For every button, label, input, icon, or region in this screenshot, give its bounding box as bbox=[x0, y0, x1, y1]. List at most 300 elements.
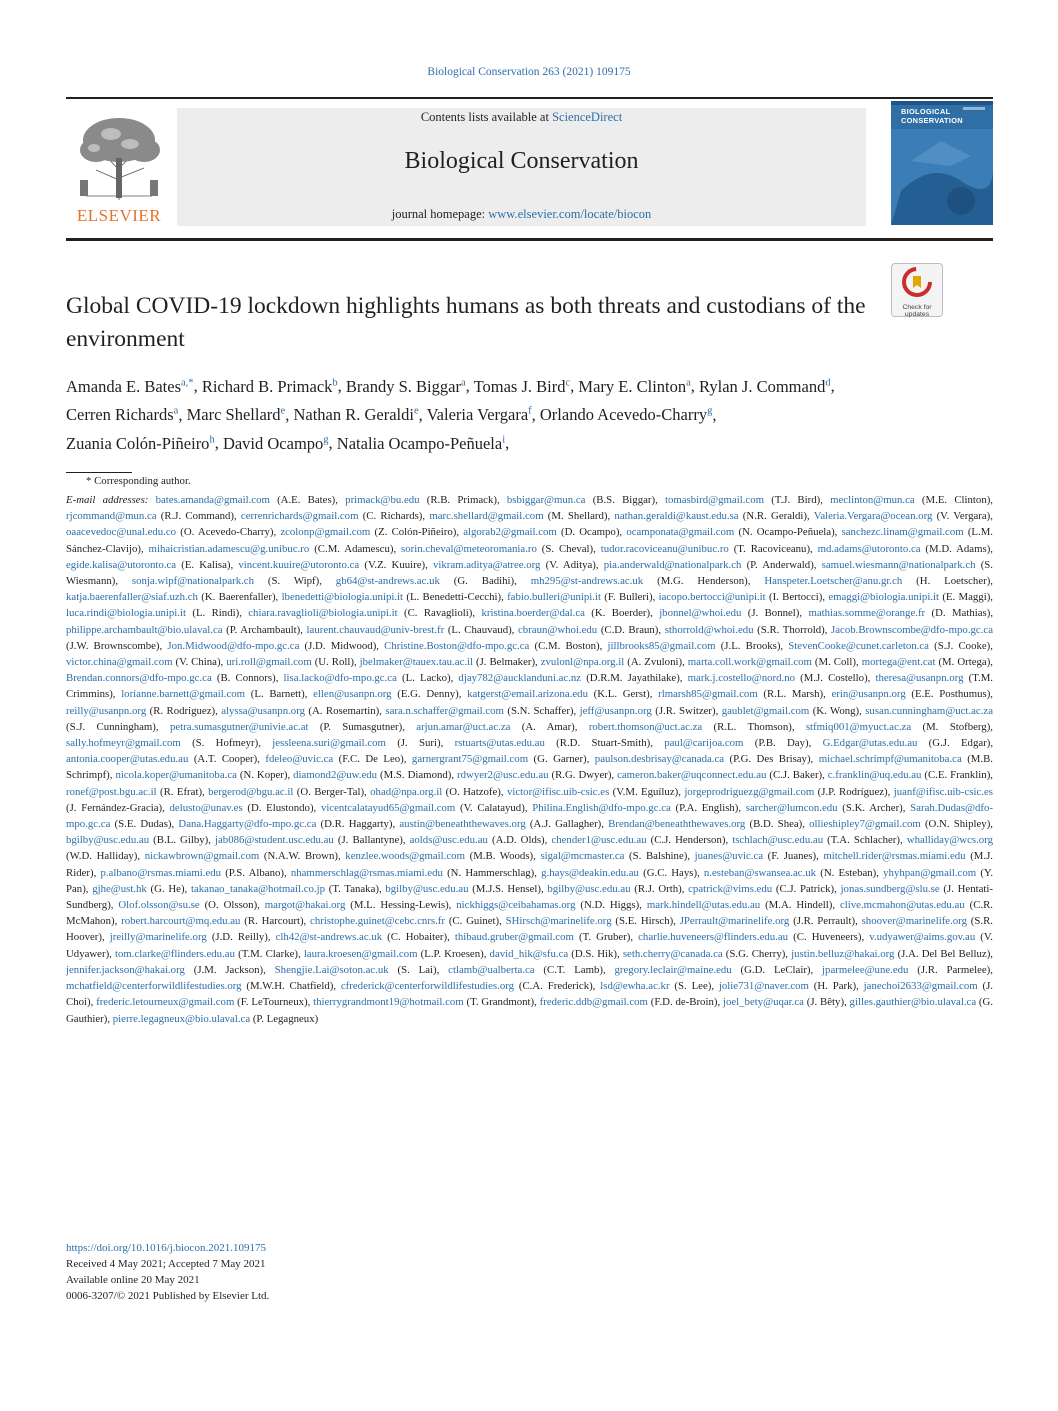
email-link[interactable]: sonja.wipf@nationalpark.ch bbox=[131, 575, 254, 588]
email-link[interactable]: jolie731@naver.com bbox=[718, 980, 809, 993]
email-owner: (L. Benedetti-Cecchi), bbox=[403, 591, 508, 604]
affiliation-marker[interactable]: a bbox=[173, 405, 179, 417]
email-owner: (R.J. Command), bbox=[156, 510, 241, 523]
author-name[interactable] bbox=[293, 405, 418, 424]
email-owner: (F.C. De Leo), bbox=[333, 753, 412, 766]
email-link[interactable]: Brendan@beneaththewaves.org bbox=[608, 818, 746, 831]
author-name-text: Tomas J. Bird bbox=[473, 376, 566, 396]
email-link[interactable]: seth.cherry@canada.ca bbox=[622, 947, 723, 960]
email-owner: (J. Suri), bbox=[385, 737, 455, 750]
email-link[interactable]: arjun.amar@uct.ac.za bbox=[416, 720, 511, 733]
author-name[interactable] bbox=[202, 377, 338, 396]
email-link[interactable]: philippe.archambault@bio.ulaval.ca bbox=[66, 623, 223, 636]
email-link[interactable]: margot@hakai.org bbox=[264, 899, 346, 912]
email-owner: (J.R. Switzer), bbox=[651, 704, 722, 717]
email-owner: (S. Lee), bbox=[669, 980, 719, 993]
email-link[interactable]: ronef@post.bgu.ac.il bbox=[66, 785, 157, 798]
email-link[interactable]: david_hik@sfu.ca bbox=[489, 947, 569, 960]
email-link[interactable]: Dana.Haggarty@dfo-mpo.gc.ca bbox=[178, 818, 317, 831]
author-name[interactable] bbox=[578, 377, 690, 396]
email-owner: (J.D. Reilly), bbox=[206, 931, 276, 944]
email-link[interactable]: Sarah.Dudas@dfo-mpo.gc.ca bbox=[66, 801, 993, 831]
email-link[interactable]: djay782@aucklanduni.ac.nz bbox=[458, 672, 582, 685]
email-link[interactable]: rdwyer2@usc.edu.au bbox=[457, 769, 549, 782]
email-owner: (S. Balshine), bbox=[624, 850, 695, 863]
email-owner: (V. Calatayud), bbox=[455, 801, 533, 814]
email-link[interactable]: chiara.ravaglioli@biologia.unipi.it bbox=[248, 607, 398, 620]
email-link[interactable]: fabio.bulleri@unipi.it bbox=[507, 591, 601, 604]
email-owner: (R. Efrat), bbox=[156, 785, 209, 798]
email-link[interactable]: alyssa@usanpn.org bbox=[221, 704, 306, 717]
email-link[interactable]: lsd@ewha.ac.kr bbox=[600, 980, 670, 993]
email-link[interactable]: Jon.Midwood@dfo-mpo.gc.ca bbox=[167, 639, 300, 652]
email-link[interactable]: JPerrault@marinelife.org bbox=[679, 915, 790, 928]
email-link[interactable]: michael.schrimpf@umanitoba.ca bbox=[818, 753, 962, 766]
email-link[interactable]: tschlach@usc.edu.au bbox=[732, 834, 824, 847]
email-link[interactable]: c.franklin@uq.edu.au bbox=[827, 769, 922, 782]
email-link[interactable]: paulson.desbrisay@canada.ca bbox=[594, 753, 725, 766]
contents-line: Contents lists available at ScienceDirect bbox=[420, 110, 623, 124]
email-link[interactable]: tudor.racoviceanu@unibuc.ro bbox=[600, 542, 729, 555]
email-owner: (M.W.H. Chatfield), bbox=[241, 980, 341, 993]
email-link[interactable]: gaublet@gmail.com bbox=[721, 704, 810, 717]
journal-cover[interactable] bbox=[891, 101, 993, 225]
email-link[interactable]: tom.clarke@flinders.edu.au bbox=[115, 947, 235, 960]
author-name[interactable] bbox=[223, 434, 329, 453]
email-owner: (Y. Pan), bbox=[66, 866, 994, 895]
email-link[interactable]: jbelmaker@tauex.tau.ac.il bbox=[359, 656, 474, 669]
email-link[interactable]: mathias.somme@orange.fr bbox=[808, 607, 926, 620]
email-owner: (P. Anderwald), bbox=[741, 558, 822, 571]
email-link[interactable]: juanf@ifisc.uib-csic.es bbox=[893, 785, 994, 798]
affiliation-marker[interactable]: e bbox=[413, 405, 419, 417]
email-owner: (J.R. Perrault), bbox=[789, 915, 862, 928]
email-link[interactable]: ohad@npa.org.il bbox=[370, 785, 443, 798]
email-owner: (C.M. Adamescu), bbox=[309, 542, 402, 555]
email-link[interactable]: paul@carijoa.com bbox=[664, 737, 744, 750]
email-owner: (V. Udyawer), bbox=[66, 931, 993, 960]
email-owner: (J.M. Jackson), bbox=[184, 963, 275, 976]
email-link[interactable]: jessleena.suri@gmail.com bbox=[272, 737, 386, 750]
email-link[interactable]: chender1@usc.edu.au bbox=[551, 834, 647, 847]
email-link[interactable]: ollieshipley7@gmail.com bbox=[809, 818, 921, 831]
email-link[interactable]: md.adams@utoronto.ca bbox=[817, 542, 921, 555]
email-owner: (P.S. Albano), bbox=[221, 866, 291, 879]
email-link[interactable]: kristina.boerder@dal.ca bbox=[481, 607, 585, 620]
email-link[interactable]: jbonnel@whoi.edu bbox=[659, 607, 742, 620]
email-link[interactable]: iacopo.bertocci@unipi.it bbox=[658, 591, 766, 604]
email-link[interactable]: juanes@uvic.ca bbox=[694, 850, 764, 863]
email-link[interactable]: katja.baerenfaller@siaf.uzh.ch bbox=[66, 591, 198, 604]
email-link[interactable]: susan.cunningham@uct.ac.za bbox=[865, 704, 993, 717]
article-meta bbox=[66, 1240, 666, 1304]
email-owner: (M.B. Schrimpf), bbox=[66, 753, 993, 782]
author-name[interactable] bbox=[66, 434, 215, 453]
email-link[interactable]: lisa.lacko@dfo-mpo.gc.ca bbox=[283, 672, 397, 685]
email-owner: (R.L. Marsh), bbox=[757, 688, 832, 701]
journal-banner bbox=[177, 108, 866, 226]
author-name[interactable] bbox=[474, 377, 571, 396]
affiliation-marker[interactable]: i bbox=[502, 434, 506, 445]
email-owner: (A.E. Bates), bbox=[269, 494, 346, 506]
email-link[interactable]: luca.rindi@biologia.unipi.it bbox=[66, 607, 186, 620]
received-line: Received 4 May 2021; Accepted 7 May 2021 bbox=[66, 1258, 266, 1270]
email-link[interactable]: Shengjie.Lai@soton.ac.uk bbox=[274, 963, 389, 976]
email-owner: (T.M. Clarke), bbox=[234, 947, 304, 960]
check-updates-icon bbox=[902, 267, 932, 297]
email-link[interactable]: nhammerschlag@rsmas.miami.edu bbox=[290, 866, 443, 879]
affiliation-marker[interactable]: b bbox=[332, 377, 338, 388]
email-link[interactable]: katgerst@email.arizona.edu bbox=[467, 688, 588, 701]
email-link[interactable]: reilly@usanpn.org bbox=[66, 704, 147, 717]
email-link[interactable]: nathan.geraldi@kaust.edu.sa bbox=[614, 510, 739, 523]
affiliation-marker[interactable]: a bbox=[460, 377, 466, 388]
email-link[interactable]: mortega@ent.cat bbox=[861, 656, 936, 669]
email-link[interactable]: p.albano@rsmas.miami.edu bbox=[100, 866, 222, 879]
email-link[interactable]: cpatrick@vims.edu bbox=[688, 882, 773, 895]
email-link[interactable]: ocamponata@gmail.com bbox=[626, 526, 735, 539]
email-owner: (V. China), bbox=[172, 656, 227, 669]
email-addresses bbox=[66, 492, 993, 1027]
email-owner: (J. Bonnel), bbox=[741, 607, 809, 620]
email-owner: (Z. Colón-Piñeiro), bbox=[370, 526, 464, 539]
email-link[interactable]: Olof.olsson@su.se bbox=[118, 899, 200, 912]
email-owner: (C.J. Patrick), bbox=[772, 882, 841, 895]
email-owner: (N. Ocampo-Peñuela), bbox=[734, 526, 842, 539]
email-owner: (M.B. Woods), bbox=[464, 850, 541, 863]
email-link[interactable]: bsbiggar@mun.ca bbox=[506, 494, 586, 506]
email-link[interactable]: austin@beneaththewaves.org bbox=[399, 818, 526, 831]
email-link[interactable]: Brendan.connors@dfo-mpo.gc.ca bbox=[66, 672, 212, 685]
email-owner: (T. Grandmont), bbox=[463, 996, 540, 1009]
email-link[interactable]: bgilby@usc.edu.au bbox=[66, 834, 150, 847]
email-link[interactable]: algorab2@gmail.com bbox=[463, 526, 557, 539]
email-link[interactable]: meclinton@mun.ca bbox=[830, 494, 915, 506]
email-owner: (J.L. Brooks), bbox=[715, 639, 789, 652]
affiliation-marker[interactable]: h bbox=[209, 434, 215, 445]
email-link[interactable]: vicentcalatayud65@gmail.com bbox=[320, 801, 456, 814]
email-link[interactable]: sally.hofmeyr@gmail.com bbox=[66, 737, 181, 750]
email-owner: (F. Juanes), bbox=[763, 850, 824, 863]
email-owner: (M.A. Hindell), bbox=[760, 899, 840, 912]
email-owner: (A. Rosemartin), bbox=[305, 704, 386, 717]
email-link[interactable]: marta.coll.work@gmail.com bbox=[687, 656, 812, 669]
email-link[interactable]: pia.anderwald@nationalpark.ch bbox=[603, 558, 742, 571]
email-link[interactable]: jillbrooks85@gmail.com bbox=[607, 639, 716, 652]
affiliation-marker[interactable]: g bbox=[323, 434, 329, 445]
email-link[interactable]: gilles.gauthier@bio.ulaval.ca bbox=[849, 996, 977, 1009]
email-link[interactable]: yhyhpan@gmail.com bbox=[883, 866, 977, 879]
email-link[interactable]: victor@ifisc.uib-csic.es bbox=[506, 785, 610, 798]
email-link[interactable]: ctlamb@ualberta.ca bbox=[448, 963, 535, 976]
email-owner: (F. LeTourneux), bbox=[234, 996, 314, 1009]
email-link[interactable]: cfrederick@centerforwildlifestudies.org bbox=[340, 980, 515, 993]
email-link[interactable]: n.esteban@swansea.ac.uk bbox=[703, 866, 817, 879]
email-link[interactable]: samuel.wiesmann@nationalpark.ch bbox=[821, 558, 976, 571]
email-link[interactable]: Philina.English@dfo-mpo.gc.ca bbox=[532, 801, 671, 814]
email-link[interactable]: garnergrant75@gmail.com bbox=[411, 753, 529, 766]
email-link[interactable]: uri.roll@gmail.com bbox=[226, 656, 312, 669]
email-link[interactable]: rjcommand@mun.ca bbox=[66, 510, 157, 523]
email-link[interactable]: charlie.huveneers@flinders.edu.au bbox=[638, 931, 789, 944]
email-link[interactable]: sara.n.schaffer@gmail.com bbox=[385, 704, 504, 717]
email-link[interactable]: erin@usanpn.org bbox=[831, 688, 906, 701]
affiliation-marker[interactable]: f bbox=[528, 405, 532, 417]
email-link[interactable]: nickawbrown@gmail.com bbox=[144, 850, 260, 863]
email-link[interactable]: nickhiggs@ceibahamas.org bbox=[456, 899, 576, 912]
email-link[interactable]: shoover@marinelife.org bbox=[861, 915, 967, 928]
email-link[interactable]: jeff@usanpn.org bbox=[579, 704, 652, 717]
footnote-rule bbox=[66, 472, 132, 473]
email-link[interactable]: mark.hindell@utas.edu.au bbox=[646, 899, 761, 912]
email-link[interactable]: primack@bu.edu bbox=[345, 494, 420, 506]
email-link[interactable]: antonia.cooper@utas.edu.au bbox=[66, 753, 189, 766]
email-link[interactable]: laura.kroesen@gmail.com bbox=[303, 947, 418, 960]
affiliation-marker[interactable]: e bbox=[280, 405, 286, 417]
email-owner: (R. Harcourt), bbox=[240, 915, 311, 928]
email-link[interactable]: Christine.Boston@dfo-mpo.gc.ca bbox=[384, 639, 530, 652]
email-link[interactable]: zcolonp@gmail.com bbox=[280, 526, 371, 539]
email-owner: (H. Loetscher), bbox=[902, 575, 994, 588]
email-link[interactable]: christophe.guinet@cebc.cnrs.fr bbox=[310, 915, 446, 928]
email-owner: (E.E. Posthumus), bbox=[905, 688, 993, 701]
author-name[interactable] bbox=[699, 377, 831, 396]
email-link[interactable]: thibaud.gruber@gmail.com bbox=[454, 931, 574, 944]
email-owner: (R.G. Dwyer), bbox=[548, 769, 618, 782]
elsevier-wordmark: ELSEVIER bbox=[76, 206, 162, 225]
email-owner: (A. Amar), bbox=[510, 720, 589, 733]
email-link[interactable]: justin.belluz@hakai.org bbox=[791, 947, 895, 960]
email-link[interactable]: gb64@st-andrews.ac.uk bbox=[335, 575, 440, 588]
email-owner: (M.S. Diamond), bbox=[377, 769, 458, 782]
email-owner: (P.B. Day), bbox=[743, 737, 823, 750]
email-owner: (C.M. Boston), bbox=[529, 639, 608, 652]
email-link[interactable]: sarcher@lumcon.edu bbox=[745, 801, 838, 814]
email-link[interactable]: mihaicristian.adamescu@g.unibuc.ro bbox=[148, 542, 310, 555]
email-owner: (O. Acevedo-Charry), bbox=[176, 526, 281, 539]
email-owner: (S.J. Cunningham), bbox=[66, 720, 170, 733]
email-owner: (C. Guinet), bbox=[445, 915, 506, 928]
email-link[interactable]: SHirsch@marinelife.org bbox=[505, 915, 612, 928]
email-link[interactable]: fdeleo@uvic.ca bbox=[265, 753, 334, 766]
email-link[interactable]: cbraun@whoi.edu bbox=[518, 623, 598, 636]
affiliation-marker[interactable]: c bbox=[565, 377, 571, 388]
email-link[interactable]: pierre.legagneux@bio.ulaval.ca bbox=[112, 1012, 251, 1025]
email-link[interactable]: jorgeprodriguezg@gmail.com bbox=[684, 785, 815, 798]
sciencedirect-link[interactable]: ScienceDirect bbox=[552, 110, 623, 124]
email-owner: (J. Hentati-Sundberg), bbox=[66, 882, 993, 912]
email-link[interactable]: tomasbird@gmail.com bbox=[664, 494, 764, 506]
email-link[interactable]: petra.sumasgutner@univie.ac.at bbox=[169, 720, 309, 733]
email-link[interactable]: jab086@student.usc.edu.au bbox=[215, 834, 334, 847]
elsevier-logo[interactable] bbox=[66, 110, 172, 228]
email-link[interactable]: nicola.koper@umanitoba.ca bbox=[115, 769, 237, 782]
email-link[interactable]: mitchell.rider@rsmas.miami.edu bbox=[823, 850, 966, 863]
email-link[interactable]: Valeria.Vergara@ocean.org bbox=[813, 510, 933, 523]
email-link[interactable]: delusto@unav.es bbox=[169, 801, 243, 814]
doi-link[interactable]: https://doi.org/10.1016/j.biocon.2021.109175 bbox=[66, 1242, 266, 1254]
email-owner: (J. Fernández-Gracia), bbox=[66, 801, 170, 814]
email-link[interactable]: clh42@st-andrews.ac.uk bbox=[275, 931, 383, 944]
email-owner: (N. Esteban), bbox=[816, 866, 884, 879]
email-link[interactable]: bgilby@usc.edu.au bbox=[385, 882, 469, 895]
affiliation-marker[interactable]: d bbox=[825, 377, 831, 388]
email-link[interactable]: emaggi@biologia.unipi.it bbox=[828, 591, 940, 604]
author-name[interactable] bbox=[540, 405, 712, 424]
email-owner: (O. Hatzofe), bbox=[442, 785, 507, 798]
email-link[interactable]: rlmarsh85@gmail.com bbox=[658, 688, 758, 701]
email-link[interactable]: theresa@usanpn.org bbox=[875, 672, 964, 685]
email-link[interactable]: vikram.aditya@atree.org bbox=[432, 558, 541, 571]
email-owner: (G. Badihi), bbox=[439, 575, 531, 588]
email-link[interactable]: diamond2@uw.edu bbox=[293, 769, 378, 782]
email-link[interactable]: sthorrold@whoi.edu bbox=[664, 623, 754, 636]
email-owner: (C.A. Frederick), bbox=[514, 980, 601, 993]
email-owner: (J. Bêty), bbox=[803, 996, 850, 1009]
email-owner: (P. Sumasgutner), bbox=[308, 720, 417, 733]
email-link[interactable]: stfmiq001@myuct.ac.za bbox=[805, 720, 912, 733]
email-owner: (C. Richards), bbox=[358, 510, 430, 523]
email-link[interactable]: laurent.chauvaud@univ-brest.fr bbox=[306, 623, 445, 636]
email-owner: (N. Hammerschlag), bbox=[442, 866, 542, 879]
email-owner: (M. Stofberg), bbox=[911, 720, 993, 733]
email-link[interactable]: jparmelee@une.edu bbox=[822, 963, 909, 976]
email-link[interactable]: bergerod@bgu.ac.il bbox=[208, 785, 294, 798]
author-name[interactable] bbox=[337, 434, 505, 453]
email-link[interactable]: G.Edgar@utas.edu.au bbox=[822, 737, 918, 750]
author-name-text: Amanda E. Bates bbox=[66, 376, 182, 396]
email-link[interactable]: sorin.cheval@meteoromania.ro bbox=[401, 542, 537, 555]
email-link[interactable]: StevenCooke@cunet.carleton.ca bbox=[788, 639, 929, 652]
affiliation-marker[interactable]: g bbox=[707, 405, 713, 417]
email-link[interactable]: gregory.leclair@maine.edu bbox=[614, 963, 732, 976]
journal-title: Biological Conservation bbox=[404, 148, 639, 174]
email-owner: (D. Mathias), bbox=[925, 607, 994, 620]
email-owner: (L. Lacko), bbox=[396, 672, 459, 685]
author-name[interactable] bbox=[66, 377, 194, 396]
email-owner: (D. Ocampo), bbox=[556, 526, 627, 539]
email-owner: (D.S. Hik), bbox=[568, 947, 623, 960]
email-link[interactable]: lbenedetti@biologia.unipi.it bbox=[281, 591, 404, 604]
email-owner: (B. Connors), bbox=[211, 672, 284, 685]
email-owner: (G.J. Edgar), bbox=[917, 737, 994, 750]
affiliation-marker[interactable]: a bbox=[686, 377, 691, 388]
email-owner: (S.R. Thorrold), bbox=[753, 623, 832, 636]
email-owner: (J. Belmaker), bbox=[473, 656, 541, 669]
running-head[interactable]: Biological Conservation 263 (2021) 109175 bbox=[427, 66, 631, 78]
email-link[interactable]: mark.j.costello@nord.no bbox=[687, 672, 796, 685]
author-name-text: Rylan J. Command bbox=[699, 376, 826, 396]
author-name[interactable] bbox=[66, 405, 178, 424]
email-link[interactable]: Jacob.Brownscombe@dfo-mpo.gc.ca bbox=[831, 623, 994, 636]
email-owner: (V. Aditya), bbox=[540, 558, 604, 571]
email-owner: (R.D. Stuart-Smith), bbox=[544, 737, 665, 750]
author-name[interactable] bbox=[187, 405, 286, 424]
email-link[interactable]: mchatfield@centerforwildlifestudies.org bbox=[66, 980, 242, 993]
email-owner: (S.E. Dudas), bbox=[110, 818, 179, 831]
email-owner: (M.L. Hessing-Lewis), bbox=[345, 899, 457, 912]
email-link[interactable]: takanao_tanaka@hotmail.co.jp bbox=[190, 882, 326, 895]
email-owner: (R.J. Orth), bbox=[630, 882, 689, 895]
email-link[interactable]: jreilly@marinelife.org bbox=[109, 931, 207, 944]
homepage-link[interactable]: www.elsevier.com/locate/biocon bbox=[488, 207, 652, 221]
check-for-updates-button[interactable] bbox=[891, 263, 943, 317]
email-owner: (J. Choi), bbox=[66, 980, 993, 1009]
author-name[interactable] bbox=[346, 377, 466, 396]
email-owner: (P. Legagneux) bbox=[250, 1012, 319, 1025]
email-link[interactable]: rstuarts@utas.edu.au bbox=[454, 737, 545, 750]
email-owner: (C.R. McMahon), bbox=[66, 899, 994, 928]
email-owner: (G.D. LeClair), bbox=[731, 963, 823, 976]
email-link[interactable]: zvulonl@npa.org.il bbox=[540, 656, 625, 669]
email-link[interactable]: mh295@st-andrews.ac.uk bbox=[530, 575, 644, 588]
email-owner: (O.N. Shipley), bbox=[920, 818, 994, 831]
email-link[interactable]: sigal@mcmaster.ca bbox=[540, 850, 625, 863]
email-link[interactable]: marc.shellard@gmail.com bbox=[429, 510, 544, 523]
email-link[interactable]: ellen@usanpn.org bbox=[313, 688, 392, 701]
email-link[interactable]: robert.harcourt@mq.edu.au bbox=[121, 915, 241, 928]
email-owner: (I. Bertocci), bbox=[765, 591, 829, 604]
email-link[interactable]: aolds@usc.edu.au bbox=[409, 834, 488, 847]
email-link[interactable]: whalliday@wcs.org bbox=[906, 834, 993, 847]
email-owner: (F.D. de-Broin), bbox=[647, 996, 723, 1009]
email-link[interactable]: jonas.sundberg@slu.se bbox=[840, 882, 940, 895]
email-link[interactable]: cerrenrichards@gmail.com bbox=[240, 510, 359, 523]
corresponding-note: * Corresponding author. bbox=[86, 475, 191, 487]
email-owner: (U. Roll), bbox=[311, 656, 360, 669]
email-link[interactable]: frederic.letourneux@gmail.com bbox=[96, 996, 235, 1009]
email-link[interactable]: clive.mcmahon@utas.edu.au bbox=[839, 899, 965, 912]
email-owner: (S. Hofmeyr), bbox=[180, 737, 273, 750]
email-owner: (C. Hobaiter), bbox=[382, 931, 455, 944]
email-owner: (M.J. Costello), bbox=[795, 672, 876, 685]
email-owner: (P.G. Des Brisay), bbox=[724, 753, 819, 766]
email-link[interactable]: bgilby@usc.edu.au bbox=[547, 882, 631, 895]
email-owner: (K. Wong), bbox=[809, 704, 866, 717]
email-owner: (A.J. Gallagher), bbox=[525, 818, 609, 831]
email-link[interactable]: v.udyawer@aims.gov.au bbox=[869, 931, 976, 944]
author-name-text: Orlando Acevedo-Charry bbox=[539, 405, 708, 424]
header-rule bbox=[66, 238, 993, 241]
email-link[interactable]: vincent.kuuire@utoronto.ca bbox=[238, 558, 360, 571]
email-link[interactable]: oaacevedoc@unal.edu.co bbox=[66, 526, 177, 539]
email-link[interactable]: joel_bety@uqar.ca bbox=[722, 996, 804, 1009]
email-link[interactable]: bates.amanda@gmail.com bbox=[155, 494, 270, 506]
email-link[interactable]: thierrygrandmont19@hotmail.com bbox=[313, 996, 464, 1009]
email-link[interactable]: jennifer.jackson@hakai.org bbox=[66, 963, 185, 976]
email-link[interactable]: egide.kalisa@utoronto.ca bbox=[66, 558, 177, 571]
email-link[interactable]: frederic.ddb@gmail.com bbox=[539, 996, 648, 1009]
email-link[interactable]: robert.thomson@uct.ac.za bbox=[588, 720, 703, 733]
email-link[interactable]: g.hays@deakin.edu.au bbox=[541, 866, 639, 879]
email-owner: (M. Ortega), bbox=[935, 656, 994, 669]
affiliation-marker[interactable]: a,* bbox=[181, 377, 194, 388]
email-owner: (P.A. English), bbox=[670, 801, 746, 814]
email-link[interactable]: kenzlee.woods@gmail.com bbox=[345, 850, 465, 863]
email-link[interactable]: Hanspeter.Loetscher@anu.gr.ch bbox=[764, 575, 903, 588]
email-link[interactable]: janechoi2633@gmail.com bbox=[863, 980, 978, 993]
author-list: Amanda E. Bates$^{a,*}$, Richard B. Primack$^b$, Brandy S. Biggar$^a$, Tomas J. Bird$^c$, Mary E. Clinton$^a$, Rylan J. Command$^d$, Cerren Richards$^a$, Marc Shellard$^e$, Nathan R. Geraldi$^e$, Valeria Vergara$^f$, Orlando Acevedo-Charry$^g$, Zuania Colón-Piñeiro$^h$, David Ocampo$^g$, Natalia Ocampo-Peñuela$^i$, bbox=[66, 376, 835, 453]
email-link[interactable]: victor.china@gmail.com bbox=[66, 656, 173, 669]
email-link[interactable]: gjhe@ust.hk bbox=[92, 882, 147, 895]
email-link[interactable]: cameron.baker@uqconnect.edu.au bbox=[617, 769, 767, 782]
email-link[interactable]: sanchezc.linam@gmail.com bbox=[841, 526, 964, 539]
email-link[interactable]: lorianne.barnett@gmail.com bbox=[121, 688, 246, 701]
homepage-line: journal homepage: www.elsevier.com/locate/biocon bbox=[391, 207, 652, 221]
author-name[interactable] bbox=[427, 405, 532, 424]
author-name-text: Brandy S. Biggar bbox=[345, 376, 461, 396]
email-owner: (M. Coll), bbox=[811, 656, 862, 669]
